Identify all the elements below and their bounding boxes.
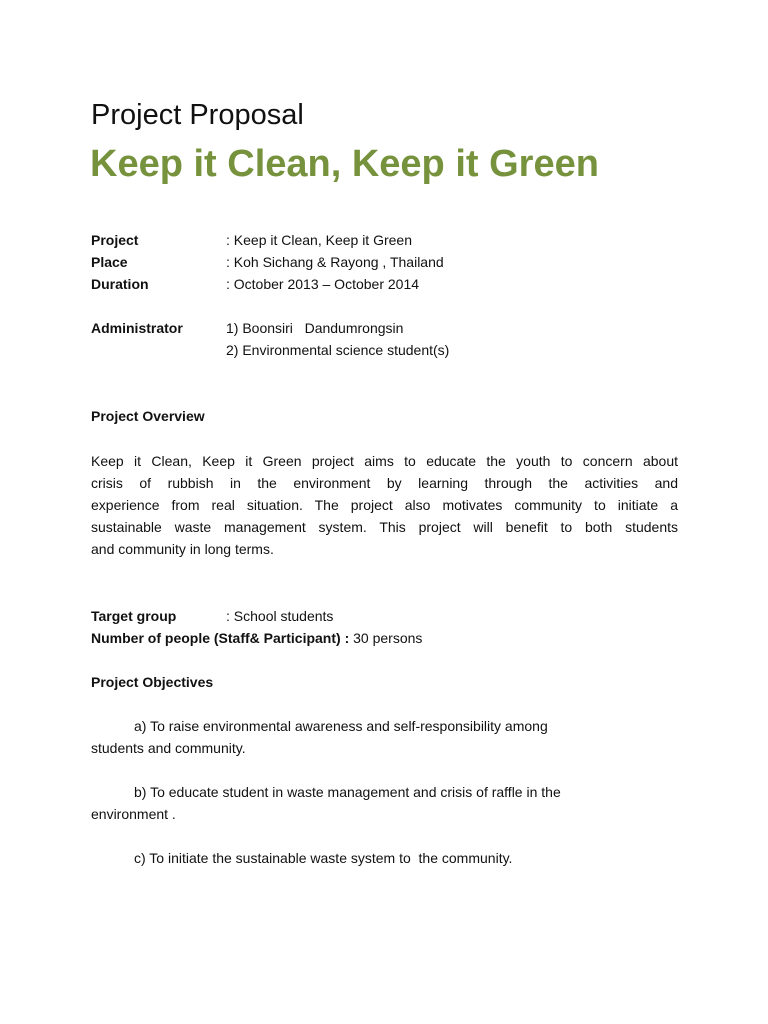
project-value: : Keep it Clean, Keep it Green bbox=[226, 232, 412, 248]
duration-value: : October 2013 – October 2014 bbox=[226, 276, 420, 292]
people-row bbox=[91, 627, 422, 649]
objective-a-cont: students and community. bbox=[91, 740, 246, 756]
duration-label: Duration bbox=[91, 276, 149, 292]
administrator-item: 1) Boonsiri Dandumrongsin bbox=[226, 320, 404, 336]
objective-b: b) To educate student in waste management and crisis of raffle in the bbox=[134, 784, 561, 800]
overview-line: Keep it Clean, Keep it Green project aims to educate the youth to concern about bbox=[91, 453, 678, 469]
document-title: Keep it Clean, Keep it Green bbox=[90, 143, 599, 185]
overview-paragraph bbox=[91, 450, 678, 560]
overview-line: sustainable waste management system. This project will benefit to both students bbox=[91, 519, 678, 535]
objective-a: a) To raise environmental awareness and self-responsibility among bbox=[134, 718, 548, 734]
document-subtitle: Project Proposal bbox=[91, 99, 304, 131]
target-group-value: : School students bbox=[226, 608, 334, 624]
administrator-label: Administrator bbox=[91, 320, 183, 336]
people-value: 30 persons bbox=[349, 630, 423, 646]
place-label: Place bbox=[91, 254, 128, 270]
overview-line: and community in long terms. bbox=[91, 541, 274, 557]
place-value: : Koh Sichang & Rayong , Thailand bbox=[226, 254, 444, 270]
overview-heading: Project Overview bbox=[91, 408, 205, 424]
overview-line: crisis of rubbish in the environment by learning through the activities and bbox=[91, 475, 678, 491]
target-group-label: Target group bbox=[91, 608, 177, 624]
overview-line: experience from real situation. The project also motivates community to initiate a bbox=[91, 497, 678, 513]
objective-b-cont: environment . bbox=[91, 806, 176, 822]
objective-c: c) To initiate the sustainable waste system to the community. bbox=[134, 850, 513, 866]
people-label: Number of people (Staff& Participant) : bbox=[91, 630, 350, 646]
project-label: Project bbox=[91, 232, 139, 248]
objectives-heading: Project Objectives bbox=[91, 674, 214, 690]
administrator-item: 2) Environmental science student(s) bbox=[226, 342, 450, 358]
